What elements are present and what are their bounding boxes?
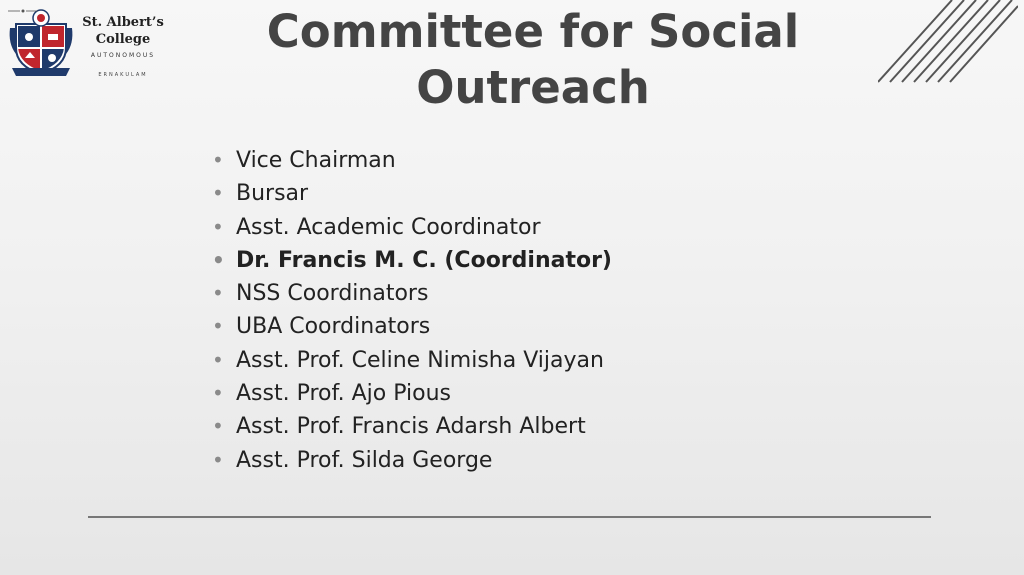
committee-member-item: • Bursar [212,177,612,210]
committee-member-item: • Vice Chairman [212,144,612,177]
logo-college-name-line1: St. Albert’s [82,15,164,30]
committee-member-item: • Asst. Prof. Silda George [212,444,612,477]
committee-member-item: • Asst. Academic Coordinator [212,211,612,244]
college-logo [8,8,168,84]
slide-title: Committee for Social Outreach [266,5,800,114]
logo-divider-icon [8,8,38,14]
bottom-divider [88,516,931,518]
diagonal-lines-decoration [878,0,1018,86]
logo-college-name-line2: College [95,32,151,47]
college-crest-icon [8,8,74,78]
committee-member-item: • Asst. Prof. Celine Nimisha Vijayan [212,344,612,377]
committee-member-item: • Asst. Prof. Ajo Pious [212,377,612,410]
committee-member-item: • Asst. Prof. Francis Adarsh Albert [212,410,612,443]
logo-subtitle: AUTONOMOUS [90,52,156,59]
committee-member-item: • Dr. Francis M. C. (Coordinator) [212,244,612,277]
committee-member-item: • UBA Coordinators [212,310,612,343]
committee-member-list [212,144,612,477]
logo-city: ERNAKULAM [98,72,148,78]
committee-member-item: • NSS Coordinators [212,277,612,310]
